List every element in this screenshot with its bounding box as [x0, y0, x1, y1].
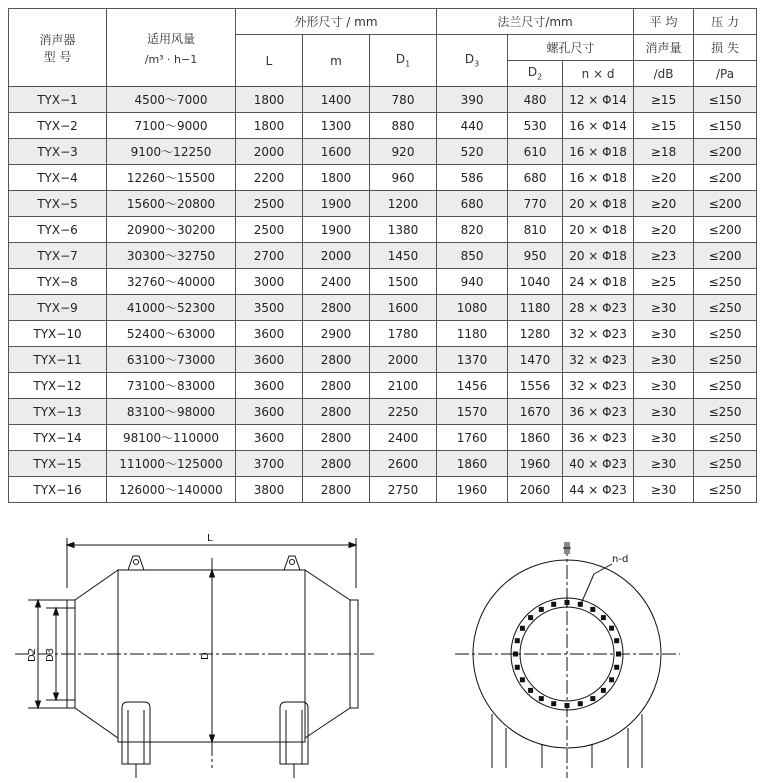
- cell-m: 2800: [303, 451, 370, 477]
- cell-m: 2800: [303, 295, 370, 321]
- cell-airflow: 20900～30200: [107, 217, 236, 243]
- cell-D2: 610: [508, 139, 563, 165]
- cell-pressure-loss: ≤250: [694, 269, 757, 295]
- cell-D3: 820: [437, 217, 508, 243]
- cell-noise-reduction: ≥18: [634, 139, 694, 165]
- cell-model: TYX−9: [9, 295, 107, 321]
- cell-D1: 2250: [370, 399, 437, 425]
- cell-nd: 36 × Φ23: [563, 425, 634, 451]
- cell-noise-reduction: ≥20: [634, 217, 694, 243]
- cell-pressure-loss: ≤200: [694, 243, 757, 269]
- flange-bolt-hole: [539, 697, 543, 701]
- cell-D3: 680: [437, 191, 508, 217]
- header-noise-reduction-1: 平 均: [634, 9, 694, 35]
- cell-L: 1800: [236, 87, 303, 113]
- cell-D1: 1600: [370, 295, 437, 321]
- cell-model: TYX−14: [9, 425, 107, 451]
- table-row: [9, 295, 757, 321]
- cell-pressure-loss: ≤250: [694, 399, 757, 425]
- table-row: [9, 347, 757, 373]
- cell-D2: 950: [508, 243, 563, 269]
- cell-model: TYX−8: [9, 269, 107, 295]
- cell-noise-reduction: ≥30: [634, 477, 694, 503]
- header-outer-dimensions: 外形尺寸 / mm: [236, 9, 437, 35]
- cell-nd: 12 × Φ14: [563, 87, 634, 113]
- header-col-L: L: [236, 35, 303, 87]
- cell-airflow: 32760～40000: [107, 269, 236, 295]
- cell-airflow: 98100～110000: [107, 425, 236, 451]
- header-col-m: m: [303, 35, 370, 87]
- table-row: [9, 373, 757, 399]
- flange-bolt-hole: [552, 602, 556, 606]
- cell-D3: 1370: [437, 347, 508, 373]
- header-bolt-holes: 螺孔尺寸: [508, 35, 634, 61]
- cell-noise-reduction: ≥30: [634, 321, 694, 347]
- cell-noise-reduction: ≥15: [634, 113, 694, 139]
- cell-noise-reduction: ≥30: [634, 347, 694, 373]
- cell-m: 2000: [303, 243, 370, 269]
- cell-D3: 586: [437, 165, 508, 191]
- flange-bolt-hole: [529, 688, 533, 692]
- dim-label-D3: D3: [45, 647, 56, 662]
- cell-noise-reduction: ≥20: [634, 165, 694, 191]
- header-col-D3: $D_3$: [437, 35, 508, 87]
- header-airflow: 适用风量 /m³ · h−1: [107, 9, 236, 87]
- cell-pressure-loss: ≤150: [694, 113, 757, 139]
- flange-bolt-hole: [515, 639, 519, 643]
- cell-nd: 16 × Φ14: [563, 113, 634, 139]
- cell-nd: 32 × Φ23: [563, 321, 634, 347]
- flange-bolt-hole: [591, 697, 595, 701]
- cell-airflow: 111000～125000: [107, 451, 236, 477]
- cell-D1: 2400: [370, 425, 437, 451]
- cell-m: 1900: [303, 191, 370, 217]
- cell-D2: 680: [508, 165, 563, 191]
- silencer-technical-drawing: [0, 528, 765, 783]
- header-flange-dimensions: 法兰尺寸/mm: [437, 9, 634, 35]
- cell-model: TYX−2: [9, 113, 107, 139]
- table-row: [9, 477, 757, 503]
- cell-D2: 1470: [508, 347, 563, 373]
- header-model: 消声器 型 号: [9, 9, 107, 87]
- flange-bolt-hole: [610, 626, 614, 630]
- cell-model: TYX−13: [9, 399, 107, 425]
- cell-L: 3500: [236, 295, 303, 321]
- cell-pressure-loss: ≤250: [694, 451, 757, 477]
- cell-m: 1400: [303, 87, 370, 113]
- table-row: [9, 399, 757, 425]
- cell-L: 3600: [236, 373, 303, 399]
- cell-noise-reduction: ≥30: [634, 451, 694, 477]
- table-row: [9, 165, 757, 191]
- header-pressure-unit: /Pa: [694, 61, 757, 87]
- cell-D2: 1040: [508, 269, 563, 295]
- cell-pressure-loss: ≤250: [694, 373, 757, 399]
- cell-D1: 1780: [370, 321, 437, 347]
- cell-m: 1300: [303, 113, 370, 139]
- cell-D1: 1380: [370, 217, 437, 243]
- side-view: [15, 538, 375, 778]
- cell-L: 3600: [236, 321, 303, 347]
- cell-D3: 1860: [437, 451, 508, 477]
- cell-model: TYX−3: [9, 139, 107, 165]
- cell-pressure-loss: ≤200: [694, 217, 757, 243]
- cell-D2: 1280: [508, 321, 563, 347]
- flange-bolt-hole: [610, 678, 614, 682]
- flange-bolt-hole: [591, 607, 595, 611]
- cell-nd: 40 × Φ23: [563, 451, 634, 477]
- table-row: [9, 243, 757, 269]
- cell-D1: 2750: [370, 477, 437, 503]
- cell-D1: 780: [370, 87, 437, 113]
- header-col-D1: $D_1$: [370, 35, 437, 87]
- cell-model: TYX−6: [9, 217, 107, 243]
- cell-m: 1900: [303, 217, 370, 243]
- dim-label-D: D: [200, 652, 211, 660]
- table-row: [9, 425, 757, 451]
- cell-D3: 1570: [437, 399, 508, 425]
- cell-model: TYX−5: [9, 191, 107, 217]
- cell-model: TYX−11: [9, 347, 107, 373]
- cell-D2: 1670: [508, 399, 563, 425]
- cell-L: 3600: [236, 425, 303, 451]
- cell-m: 2900: [303, 321, 370, 347]
- cell-airflow: 12260～15500: [107, 165, 236, 191]
- cell-D3: 850: [437, 243, 508, 269]
- cell-D1: 2600: [370, 451, 437, 477]
- cell-airflow: 52400～63000: [107, 321, 236, 347]
- cell-D1: 880: [370, 113, 437, 139]
- flange-bolt-hole: [515, 665, 519, 669]
- cell-L: 2500: [236, 217, 303, 243]
- cell-m: 2800: [303, 477, 370, 503]
- flange-bolt-hole: [615, 639, 619, 643]
- cell-nd: 24 × Φ18: [563, 269, 634, 295]
- table-row: [9, 139, 757, 165]
- table-row: [9, 191, 757, 217]
- cell-model: TYX−4: [9, 165, 107, 191]
- cell-airflow: 73100～83000: [107, 373, 236, 399]
- table-row: [9, 217, 757, 243]
- table-header: [9, 9, 757, 87]
- cell-airflow: 7100～9000: [107, 113, 236, 139]
- cell-nd: 32 × Φ23: [563, 373, 634, 399]
- flange-bolt-hole: [529, 616, 533, 620]
- cell-D3: 1760: [437, 425, 508, 451]
- cell-m: 2800: [303, 399, 370, 425]
- header-col-nd: n × d: [563, 61, 634, 87]
- table-row: [9, 269, 757, 295]
- cell-D3: 440: [437, 113, 508, 139]
- silencer-spec-table: [8, 8, 757, 503]
- cell-D2: 1556: [508, 373, 563, 399]
- cell-noise-reduction: ≥23: [634, 243, 694, 269]
- cell-pressure-loss: ≤200: [694, 139, 757, 165]
- table-row: [9, 321, 757, 347]
- cell-L: 3600: [236, 399, 303, 425]
- cell-airflow: 9100～12250: [107, 139, 236, 165]
- cell-pressure-loss: ≤200: [694, 191, 757, 217]
- table-row: [9, 451, 757, 477]
- cell-pressure-loss: ≤250: [694, 347, 757, 373]
- flange-bolt-hole: [578, 702, 582, 706]
- cell-noise-reduction: ≥20: [634, 191, 694, 217]
- cell-model: TYX−1: [9, 87, 107, 113]
- label-bolt-holes-nd: n-d: [612, 554, 629, 565]
- header-pressure-loss-2: 损 失: [694, 35, 757, 61]
- cell-D2: 2060: [508, 477, 563, 503]
- cell-D2: 1960: [508, 451, 563, 477]
- cell-pressure-loss: ≤250: [694, 477, 757, 503]
- cell-D3: 940: [437, 269, 508, 295]
- flange-bolt-hole: [615, 665, 619, 669]
- cell-nd: 32 × Φ23: [563, 347, 634, 373]
- cell-airflow: 15600～20800: [107, 191, 236, 217]
- cell-L: 2000: [236, 139, 303, 165]
- flange-bolt-hole: [552, 702, 556, 706]
- cell-D1: 2000: [370, 347, 437, 373]
- cell-noise-reduction: ≥30: [634, 373, 694, 399]
- cell-D2: 1180: [508, 295, 563, 321]
- cell-D1: 920: [370, 139, 437, 165]
- cell-model: TYX−12: [9, 373, 107, 399]
- cell-L: 1800: [236, 113, 303, 139]
- dim-label-D2: D2: [27, 647, 38, 662]
- cell-airflow: 83100～98000: [107, 399, 236, 425]
- cell-model: TYX−16: [9, 477, 107, 503]
- cell-m: 1600: [303, 139, 370, 165]
- cell-D1: 1200: [370, 191, 437, 217]
- cell-airflow: 4500～7000: [107, 87, 236, 113]
- cell-m: 1800: [303, 165, 370, 191]
- cell-pressure-loss: ≤200: [694, 165, 757, 191]
- cell-m: 2400: [303, 269, 370, 295]
- dim-label-L: L: [207, 533, 213, 544]
- cell-D3: 1180: [437, 321, 508, 347]
- cell-D3: 1080: [437, 295, 508, 321]
- cell-airflow: 126000～140000: [107, 477, 236, 503]
- cell-D1: 1450: [370, 243, 437, 269]
- cell-D1: 2100: [370, 373, 437, 399]
- cell-nd: 20 × Φ18: [563, 243, 634, 269]
- cell-model: TYX−10: [9, 321, 107, 347]
- cell-m: 2800: [303, 425, 370, 451]
- header-col-D2: $D_2$: [508, 61, 563, 87]
- cell-L: 2500: [236, 191, 303, 217]
- cell-L: 2700: [236, 243, 303, 269]
- cell-noise-reduction: ≥30: [634, 425, 694, 451]
- cell-pressure-loss: ≤250: [694, 295, 757, 321]
- header-noise-reduction-2: 消声量: [634, 35, 694, 61]
- cell-L: 3600: [236, 347, 303, 373]
- cell-nd: 36 × Φ23: [563, 399, 634, 425]
- cell-L: 3700: [236, 451, 303, 477]
- flange-bolt-hole: [520, 626, 524, 630]
- cell-noise-reduction: ≥30: [634, 399, 694, 425]
- cell-m: 2800: [303, 347, 370, 373]
- table-row: [9, 113, 757, 139]
- cell-D2: 480: [508, 87, 563, 113]
- cell-D3: 1456: [437, 373, 508, 399]
- cell-model: TYX−7: [9, 243, 107, 269]
- cell-nd: 20 × Φ18: [563, 191, 634, 217]
- cell-airflow: 63100～73000: [107, 347, 236, 373]
- cell-noise-reduction: ≥30: [634, 295, 694, 321]
- cell-D3: 390: [437, 87, 508, 113]
- cell-D2: 770: [508, 191, 563, 217]
- cell-D2: 530: [508, 113, 563, 139]
- cell-airflow: 30300～32750: [107, 243, 236, 269]
- cell-pressure-loss: ≤250: [694, 425, 757, 451]
- cell-model: TYX−15: [9, 451, 107, 477]
- cell-D1: 960: [370, 165, 437, 191]
- cell-L: 3800: [236, 477, 303, 503]
- table-row: [9, 87, 757, 113]
- cell-D3: 520: [437, 139, 508, 165]
- cell-noise-reduction: ≥15: [634, 87, 694, 113]
- header-noise-unit: /dB: [634, 61, 694, 87]
- header-pressure-loss-1: 压 力: [694, 9, 757, 35]
- cell-L: 2200: [236, 165, 303, 191]
- cell-pressure-loss: ≤250: [694, 321, 757, 347]
- cell-airflow: 41000～52300: [107, 295, 236, 321]
- cell-nd: 16 × Φ18: [563, 139, 634, 165]
- end-view: [455, 542, 680, 778]
- flange-bolt-hole: [520, 678, 524, 682]
- cell-nd: 44 × Φ23: [563, 477, 634, 503]
- cell-noise-reduction: ≥25: [634, 269, 694, 295]
- cell-nd: 28 × Φ23: [563, 295, 634, 321]
- flange-bolt-hole: [601, 616, 605, 620]
- cell-L: 3000: [236, 269, 303, 295]
- cell-nd: 20 × Φ18: [563, 217, 634, 243]
- cell-m: 2800: [303, 373, 370, 399]
- cell-D2: 810: [508, 217, 563, 243]
- flange-bolt-hole: [539, 607, 543, 611]
- flange-bolt-hole: [601, 688, 605, 692]
- cell-D3: 1960: [437, 477, 508, 503]
- cell-nd: 16 × Φ18: [563, 165, 634, 191]
- cell-pressure-loss: ≤150: [694, 87, 757, 113]
- cell-D2: 1860: [508, 425, 563, 451]
- cell-D1: 1500: [370, 269, 437, 295]
- table-body: [9, 87, 757, 503]
